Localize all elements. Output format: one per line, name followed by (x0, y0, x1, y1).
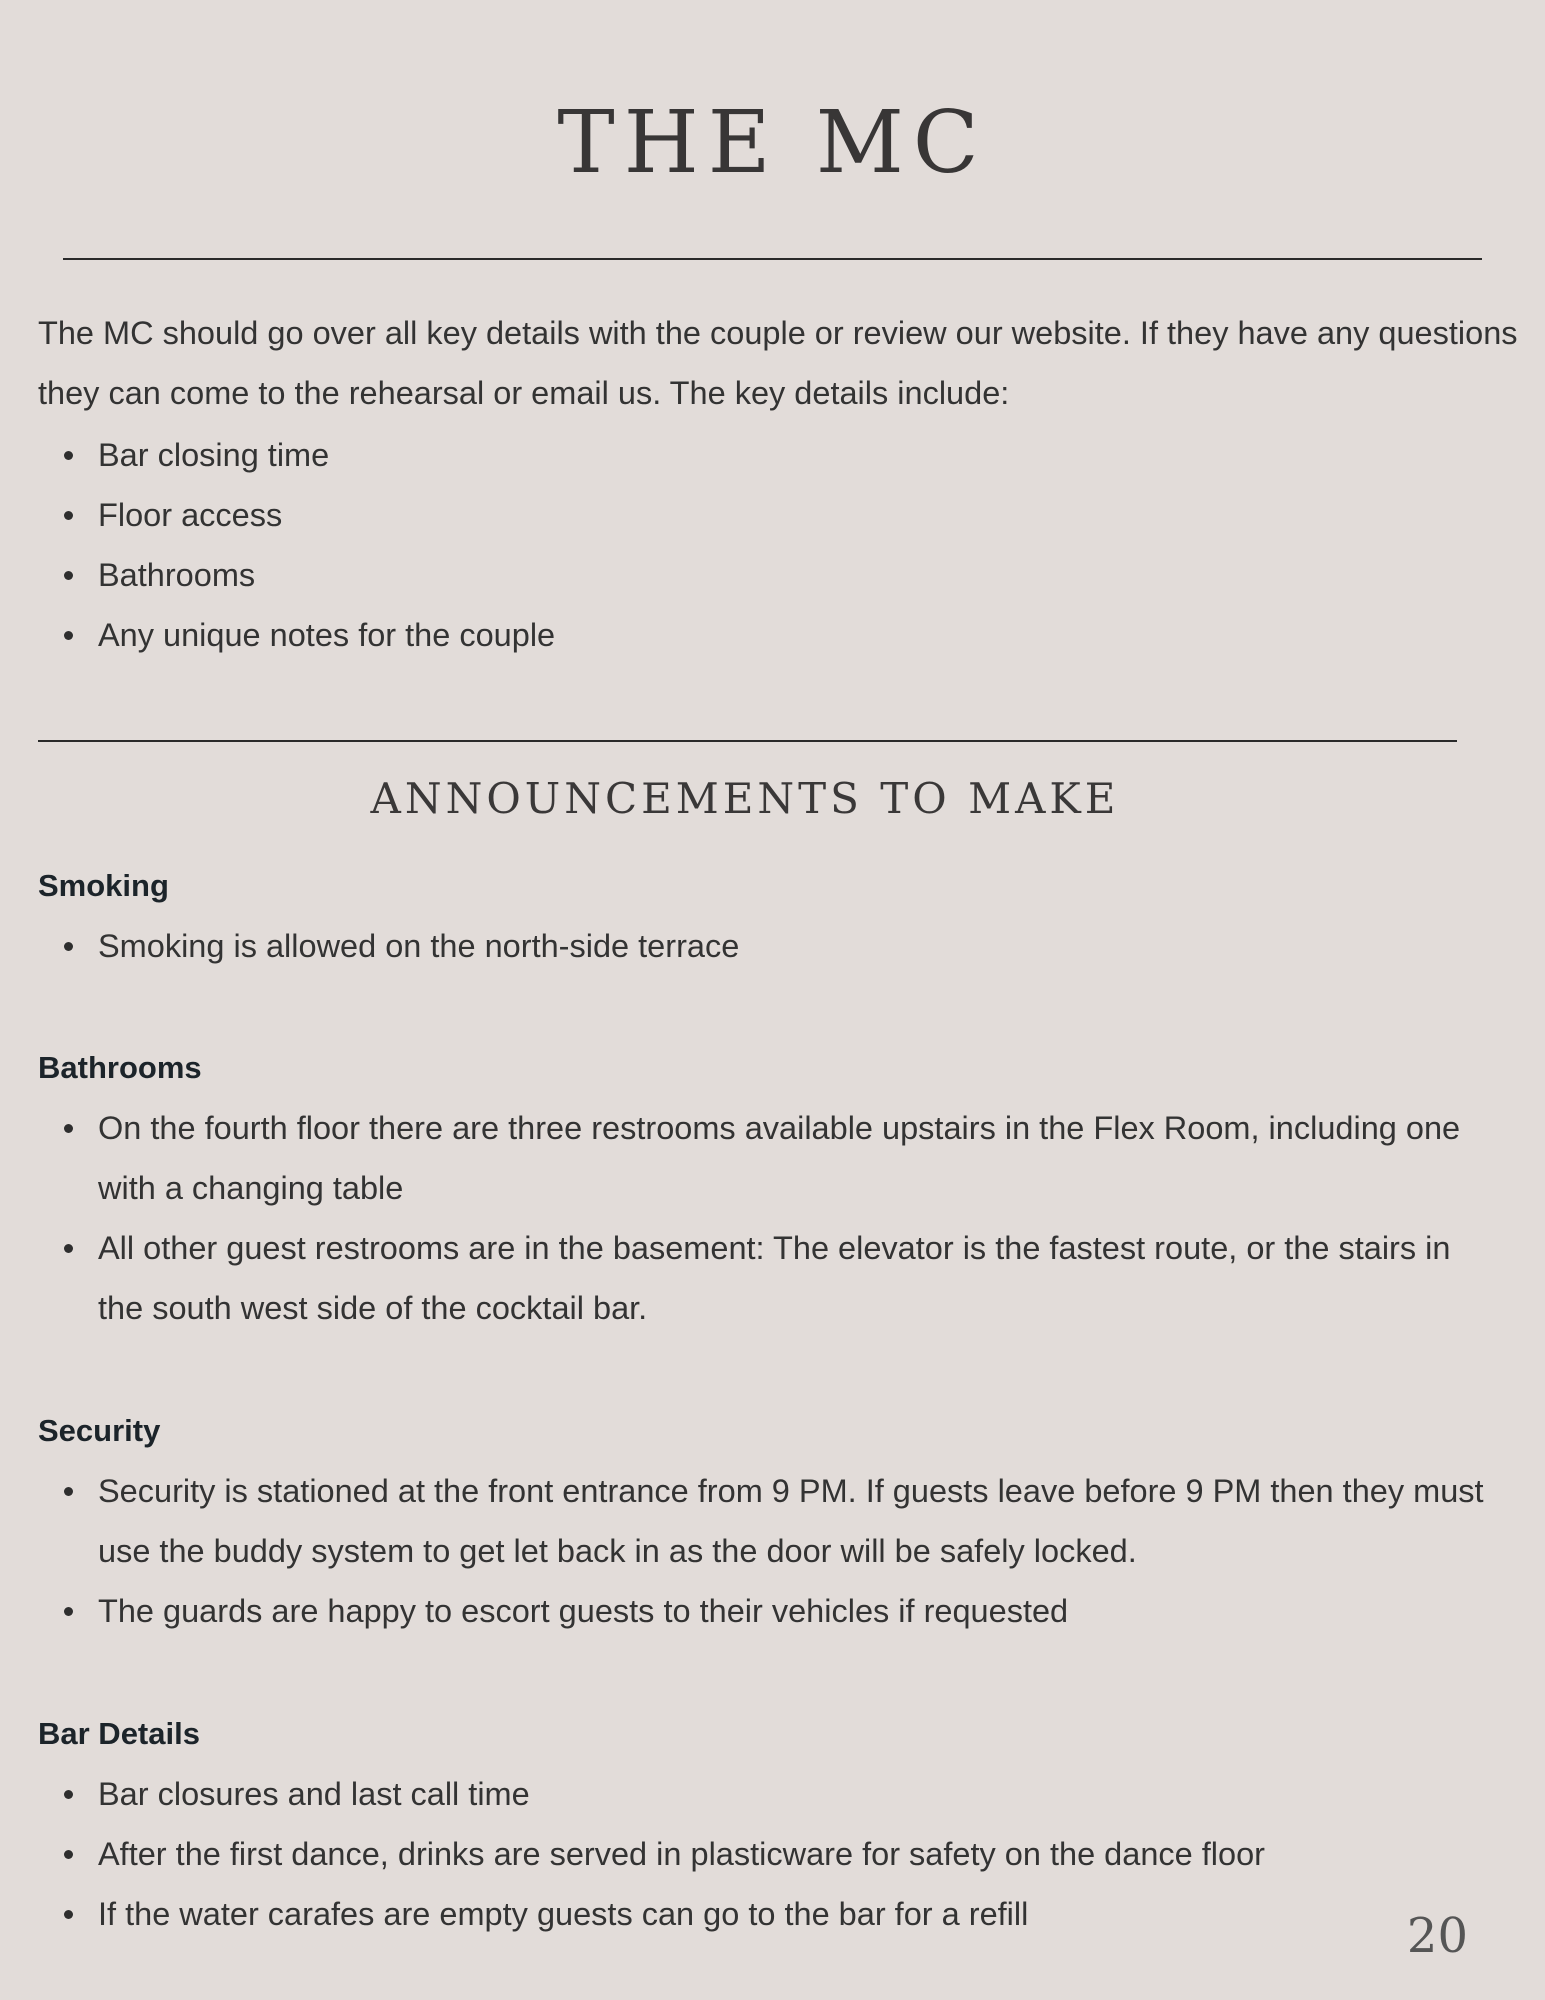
list-item: Smoking is allowed on the north-side terrace (38, 916, 1498, 976)
announcements-heading: ANNOUNCEMENTS TO MAKE (370, 774, 1120, 823)
intro-paragraph: The MC should go over all key details with the couple or review our website. If they have any questions they can come to the rehearsal or email us. The key details include: (38, 315, 1518, 411)
page-number: 20 (1406, 1908, 1468, 1964)
top-divider (63, 258, 1482, 260)
key-details-list (38, 425, 1498, 665)
smoking-list (38, 916, 1498, 976)
page-title: THE MC (557, 93, 988, 193)
smoking-section (38, 856, 1498, 976)
bar-details-list (38, 1764, 1498, 1944)
bathrooms-section (38, 1038, 1498, 1338)
list-item: All other guest restrooms are in the basement: The elevator is the fastest route, or the stairs in the south west side of the cocktail bar. (38, 1218, 1498, 1338)
list-item: Security is stationed at the front entrance from 9 PM. If guests leave before 9 PM then they must use the buddy system to get let back in as the door will be safely locked. (38, 1461, 1498, 1581)
list-item: Bar closing time (38, 425, 1498, 485)
list-item: If the water carafes are empty guests can go to the bar for a refill (38, 1884, 1498, 1944)
list-item: After the first dance, drinks are served in plasticware for safety on the dance floor (38, 1824, 1498, 1884)
bar-details-section (38, 1704, 1498, 1944)
section-heading: Bathrooms (38, 1050, 202, 1085)
section-divider (38, 740, 1457, 742)
bathrooms-list (38, 1098, 1498, 1338)
section-heading: Smoking (38, 868, 169, 903)
list-item: Bathrooms (38, 545, 1498, 605)
list-item: The guards are happy to escort guests to their vehicles if requested (38, 1581, 1498, 1641)
list-item: Any unique notes for the couple (38, 605, 1498, 665)
list-item: Bar closures and last call time (38, 1764, 1498, 1824)
section-heading: Security (38, 1413, 161, 1448)
security-list (38, 1461, 1498, 1641)
list-item: On the fourth floor there are three restrooms available upstairs in the Flex Room, including one with a changing table (38, 1098, 1498, 1218)
list-item: Floor access (38, 485, 1498, 545)
security-section (38, 1401, 1498, 1641)
section-heading: Bar Details (38, 1716, 200, 1751)
